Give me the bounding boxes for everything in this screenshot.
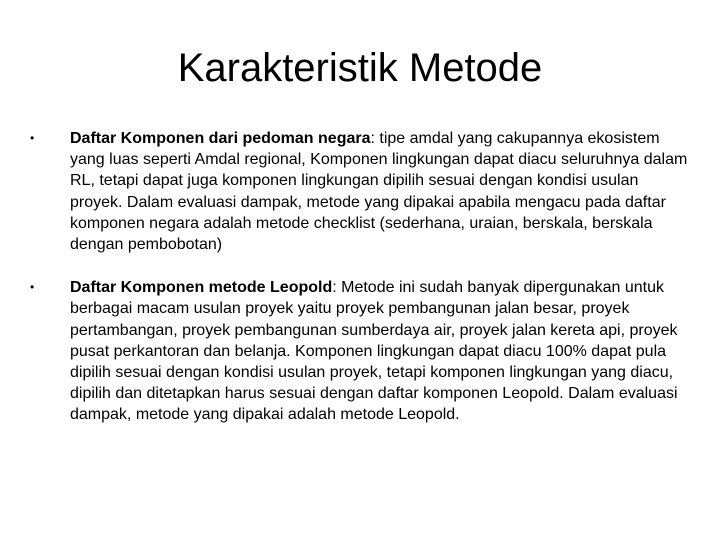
item-term: Daftar Komponen metode Leopold xyxy=(70,279,333,297)
bullet-icon: • xyxy=(30,131,35,145)
bullet-icon: • xyxy=(30,280,35,295)
bullet-list xyxy=(30,128,690,448)
item-text: : Metode ini sudah banyak dipergunakan untuk berbagai macam usulan proyek yaitu proyek pembangunan jalan besar, proyek pertambangan, proyek pembangunan sumberdaya air, proyek jalan kereta api, proyek pusat perkantoran dan belanja. Komponen lingkungan dapat diacu 100% dapat pula dipilih sesuai dengan kondisi usulan proyek, tetapi komponen lingkungan yang diacu, dipilih dan ditetapkan harus sesuai dengan daftar komponen Leopold. Dalam evaluasi dampak, metode yang dipakai adalah metode Leopold. xyxy=(70,279,678,424)
item-term: Daftar Komponen dari pedoman negara xyxy=(70,130,371,147)
list-item xyxy=(30,277,690,425)
item-text: : tipe amdal yang cakupannya ekosistem yang luas seperti Amdal regional, Komponen lingkungan dapat diacu seluruhnya dalam RL, tetapi dapat juga komponen lingkungan dipilih sesuai dengan kondisi usulan proyek. Dalam evaluasi dampak, metode yang dipakai apabila mengacu pada daftar komponen negara adalah metode checklist (sederhana, uraian, berskala, berskala dengan pembobotan) xyxy=(70,130,688,254)
slide-title: Karakteristik Metode xyxy=(177,46,543,90)
list-item xyxy=(30,128,690,255)
